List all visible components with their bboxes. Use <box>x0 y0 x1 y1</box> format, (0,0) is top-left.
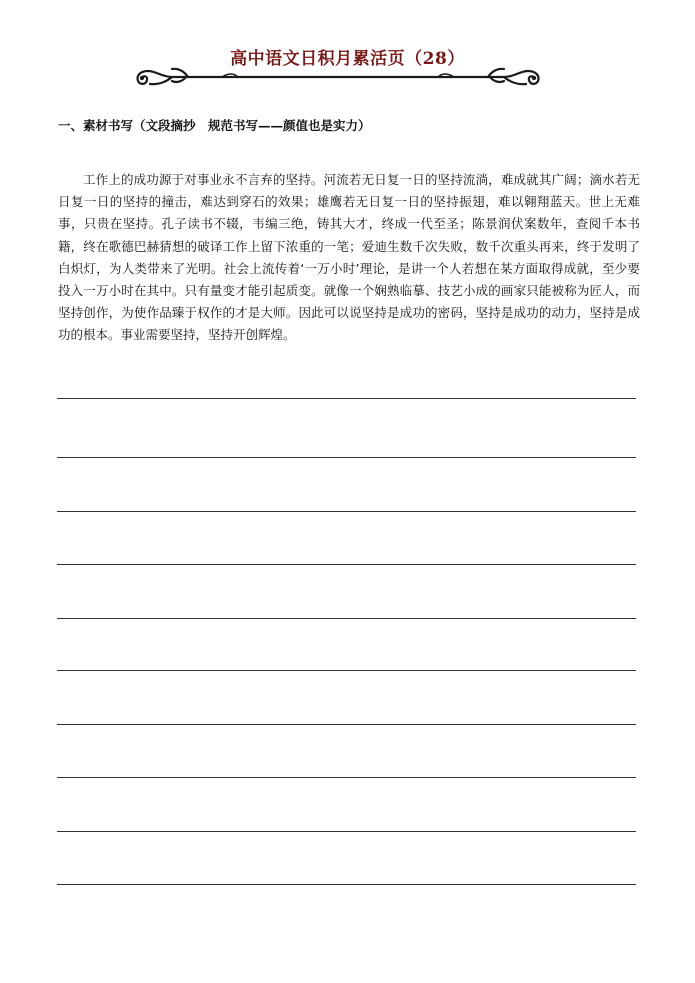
writing-line[interactable] <box>57 777 636 778</box>
writing-line[interactable] <box>57 670 636 671</box>
writing-line[interactable] <box>57 831 636 832</box>
writing-line[interactable] <box>57 618 636 619</box>
writing-line[interactable] <box>57 564 636 565</box>
writing-line[interactable] <box>57 724 636 725</box>
writing-line[interactable] <box>57 884 636 885</box>
writing-line[interactable] <box>57 511 636 512</box>
page-title: 高中语文日积月累活页（28） <box>230 49 465 69</box>
writing-line[interactable] <box>57 457 636 458</box>
writing-area <box>57 0 636 983</box>
material-passage: 工作上的成功源于对事业永不言弃的坚持。河流若无日复一日的坚持流淌，难成就其广阔；滴水若无日复一日的坚持的撞击，难达到穿石的效果；雄鹰若无日复一日的坚持振翅，难以翱翔蓝天。世上无难事，只贵在坚持。孔子读书不辍，韦编三绝，铸其大才，终成一代至圣；陈景润伏案数年，查阅千本书籍，终在歌德巴赫猜想的破译工作上留下浓重的一笔；爱迪生数千次失败，数千次重头再来，终于发明了白炽灯，为人类带来了光明。社会上流传着‘一万小时’理论，是讲一个人若想在某方面取得成就，至少要投入一万小时在其中。只有量变才能引起质变。就像一个娴熟临摹、技艺小成的画家只能被称为匠人，而坚持创作，为使作品臻于权作的才是大师。因此可以说坚持是成功的密码，坚持是成功的动力，坚持是成功的根本。事业需要坚持，坚持开创辉煌。 <box>58 172 640 343</box>
section-heading: 一、素材书写（文段摘抄 规范书写——颜值也是实力） <box>58 118 371 133</box>
writing-line[interactable] <box>57 398 636 399</box>
